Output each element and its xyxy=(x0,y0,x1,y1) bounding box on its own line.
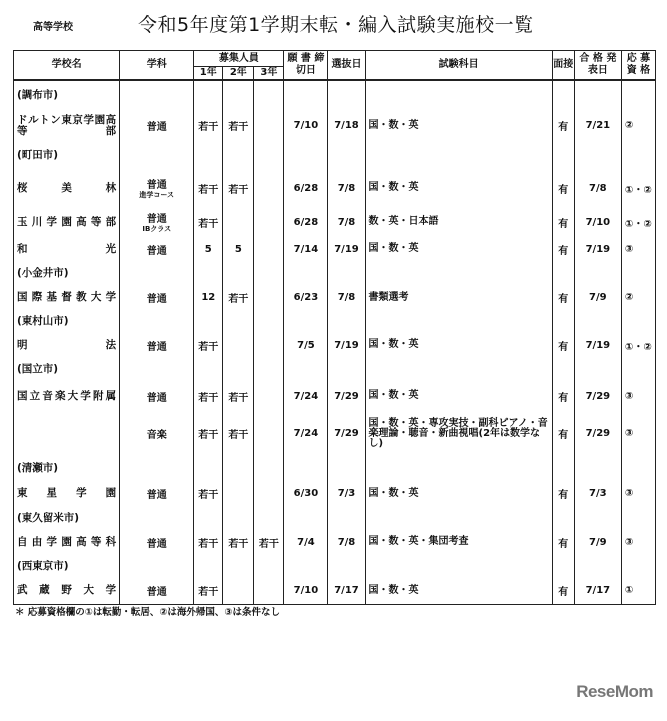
empty-cell xyxy=(552,554,574,578)
city-row xyxy=(14,80,656,110)
empty-cell xyxy=(328,506,365,530)
empty-cell xyxy=(254,506,284,530)
year2-count xyxy=(223,333,254,357)
exam-subjects: 数・英・日本語 xyxy=(365,207,552,237)
selection-date: 7/19 xyxy=(328,333,365,357)
header-recruit: 募集人員 xyxy=(194,51,284,67)
empty-cell xyxy=(574,554,621,578)
announcement-date: 7/19 xyxy=(574,333,621,357)
empty-cell xyxy=(621,357,655,381)
empty-cell xyxy=(621,554,655,578)
school-name xyxy=(14,411,120,456)
empty-cell xyxy=(284,310,328,333)
city-label: (小金井市) xyxy=(14,261,120,285)
selection-date: 7/8 xyxy=(328,530,365,554)
header-year3: 3年 xyxy=(254,67,284,81)
empty-cell xyxy=(574,141,621,169)
interview: 有 xyxy=(552,207,574,237)
year1-count: 若干 xyxy=(194,169,223,207)
empty-cell xyxy=(328,80,365,110)
school-name: 東星学園 xyxy=(14,481,120,506)
application-deadline: 7/24 xyxy=(284,381,328,411)
empty-cell xyxy=(574,506,621,530)
interview: 有 xyxy=(552,381,574,411)
empty-cell xyxy=(223,456,254,481)
announcement-date: 7/29 xyxy=(574,381,621,411)
course-name: 進学コース xyxy=(139,191,175,199)
department: 普通 xyxy=(120,333,194,357)
exam-subjects: 国・数・英 xyxy=(365,481,552,506)
school-name: 国立音楽大学附属 xyxy=(14,381,120,411)
empty-cell xyxy=(120,357,194,381)
empty-cell xyxy=(552,310,574,333)
application-deadline: 7/14 xyxy=(284,237,328,261)
announcement-date: 7/17 xyxy=(574,578,621,604)
empty-cell xyxy=(284,554,328,578)
table-row xyxy=(14,110,656,141)
announcement-date: 7/8 xyxy=(574,169,621,207)
empty-cell xyxy=(254,456,284,481)
city-label: (清瀬市) xyxy=(14,456,120,481)
empty-cell xyxy=(621,141,655,169)
year2-count xyxy=(223,578,254,604)
selection-date: 7/19 xyxy=(328,237,365,261)
header-subjects: 試験科目 xyxy=(365,51,552,81)
empty-cell xyxy=(284,506,328,530)
empty-cell xyxy=(254,357,284,381)
city-row xyxy=(14,506,656,530)
exam-schools-table xyxy=(13,50,656,605)
exam-subjects: 国・数・英 xyxy=(365,381,552,411)
empty-cell xyxy=(120,506,194,530)
department: 普通 xyxy=(120,530,194,554)
school-name: 和光 xyxy=(14,237,120,261)
department: 普通 xyxy=(120,110,194,141)
interview: 有 xyxy=(552,110,574,141)
announcement-date: 7/9 xyxy=(574,285,621,310)
announcement-date: 7/10 xyxy=(574,207,621,237)
qualification: ①・② xyxy=(621,207,655,237)
year3-count xyxy=(254,333,284,357)
empty-cell xyxy=(552,456,574,481)
city-label: (東久留米市) xyxy=(14,506,120,530)
empty-cell xyxy=(223,554,254,578)
school-name: 玉川学園高等部 xyxy=(14,207,120,237)
empty-cell xyxy=(574,261,621,285)
header-deadline: 願 書 締切日 xyxy=(284,51,328,81)
year3-count xyxy=(254,481,284,506)
application-deadline: 7/5 xyxy=(284,333,328,357)
empty-cell xyxy=(552,261,574,285)
empty-cell xyxy=(365,80,552,110)
city-row xyxy=(14,261,656,285)
year3-count xyxy=(254,578,284,604)
table-row xyxy=(14,207,656,237)
year1-count: 若干 xyxy=(194,481,223,506)
empty-cell xyxy=(284,80,328,110)
application-deadline: 6/30 xyxy=(284,481,328,506)
empty-cell xyxy=(194,456,223,481)
year1-count: 若干 xyxy=(194,207,223,237)
empty-cell xyxy=(328,310,365,333)
table-row xyxy=(14,169,656,207)
year1-count: 若干 xyxy=(194,110,223,141)
city-row xyxy=(14,554,656,578)
qualification: ① xyxy=(621,578,655,604)
year2-count xyxy=(223,207,254,237)
table-row xyxy=(14,237,656,261)
year3-count xyxy=(254,285,284,310)
year1-count: 若干 xyxy=(194,381,223,411)
empty-cell xyxy=(120,456,194,481)
year2-count: 5 xyxy=(223,237,254,261)
qualification: ③ xyxy=(621,411,655,456)
city-row xyxy=(14,141,656,169)
qualification: ③ xyxy=(621,381,655,411)
application-deadline: 7/10 xyxy=(284,110,328,141)
header-selection: 選抜日 xyxy=(328,51,365,81)
year1-count: 若干 xyxy=(194,411,223,456)
school-name: 自由学園高等科 xyxy=(14,530,120,554)
empty-cell xyxy=(223,261,254,285)
header-qualification: 応 募 資 格 xyxy=(621,51,655,81)
exam-subjects: 国・数・英・専攻実技・副科ピアノ・音楽理論・聴音・新曲視唱(2年は数学なし) xyxy=(365,411,552,456)
empty-cell xyxy=(365,554,552,578)
empty-cell xyxy=(120,80,194,110)
empty-cell xyxy=(365,456,552,481)
year2-count xyxy=(223,481,254,506)
city-row xyxy=(14,456,656,481)
city-label: (東村山市) xyxy=(14,310,120,333)
empty-cell xyxy=(328,357,365,381)
announcement-date: 7/29 xyxy=(574,411,621,456)
application-deadline: 7/24 xyxy=(284,411,328,456)
empty-cell xyxy=(574,357,621,381)
empty-cell xyxy=(120,310,194,333)
department: 普通 xyxy=(120,381,194,411)
table-row xyxy=(14,285,656,310)
department-name: 普通 xyxy=(146,180,167,191)
qualification: ①・② xyxy=(621,333,655,357)
year3-count xyxy=(254,207,284,237)
year2-count: 若干 xyxy=(223,169,254,207)
header-interview: 面接 xyxy=(552,51,574,81)
city-label: (国立市) xyxy=(14,357,120,381)
application-deadline: 6/23 xyxy=(284,285,328,310)
empty-cell xyxy=(194,357,223,381)
city-row xyxy=(14,310,656,333)
exam-subjects: 国・数・英 xyxy=(365,110,552,141)
department: 音楽 xyxy=(120,411,194,456)
school-name: 明法 xyxy=(14,333,120,357)
empty-cell xyxy=(574,456,621,481)
qualification: ③ xyxy=(621,237,655,261)
school-name: 桜美林 xyxy=(14,169,120,207)
empty-cell xyxy=(552,141,574,169)
empty-cell xyxy=(120,261,194,285)
empty-cell xyxy=(574,80,621,110)
department: 普通 xyxy=(120,578,194,604)
page-title: 令和5年度第1学期末転・編入試験実施校一覧 xyxy=(138,14,534,36)
table-row xyxy=(14,578,656,604)
interview: 有 xyxy=(552,169,574,207)
school-name: 国際基督教大学 xyxy=(14,285,120,310)
department-name: 普通 xyxy=(146,214,167,225)
qualification: ①・② xyxy=(621,169,655,207)
empty-cell xyxy=(621,310,655,333)
empty-cell xyxy=(365,357,552,381)
year2-count: 若干 xyxy=(223,530,254,554)
empty-cell xyxy=(194,554,223,578)
empty-cell xyxy=(621,506,655,530)
interview: 有 xyxy=(552,411,574,456)
header-year2: 2年 xyxy=(223,67,254,81)
announcement-date: 7/19 xyxy=(574,237,621,261)
empty-cell xyxy=(284,141,328,169)
empty-cell xyxy=(254,310,284,333)
year3-count: 若干 xyxy=(254,530,284,554)
empty-cell xyxy=(284,357,328,381)
interview: 有 xyxy=(552,481,574,506)
empty-cell xyxy=(552,80,574,110)
qualification: ② xyxy=(621,285,655,310)
table-row xyxy=(14,481,656,506)
table-row xyxy=(14,530,656,554)
empty-cell xyxy=(552,506,574,530)
year2-count: 若干 xyxy=(223,110,254,141)
empty-cell xyxy=(365,141,552,169)
exam-subjects: 国・数・英 xyxy=(365,333,552,357)
school-name: 武蔵野大学 xyxy=(14,578,120,604)
empty-cell xyxy=(223,141,254,169)
announcement-date: 7/9 xyxy=(574,530,621,554)
year1-count: 若干 xyxy=(194,578,223,604)
selection-date: 7/17 xyxy=(328,578,365,604)
empty-cell xyxy=(328,141,365,169)
year3-count xyxy=(254,110,284,141)
interview: 有 xyxy=(552,530,574,554)
empty-cell xyxy=(621,456,655,481)
qualification: ③ xyxy=(621,481,655,506)
empty-cell xyxy=(328,456,365,481)
empty-cell xyxy=(120,141,194,169)
footnote: ＊ 応募資格欄の①は転勤・転居、②は海外帰国、③は条件なし xyxy=(15,607,280,618)
empty-cell xyxy=(120,554,194,578)
selection-date: 7/8 xyxy=(328,207,365,237)
year2-count: 若干 xyxy=(223,285,254,310)
resemom-logo: ReseMom xyxy=(576,682,653,701)
application-deadline: 7/10 xyxy=(284,578,328,604)
header-year1: 1年 xyxy=(194,67,223,81)
selection-date: 7/3 xyxy=(328,481,365,506)
interview: 有 xyxy=(552,578,574,604)
selection-date: 7/29 xyxy=(328,381,365,411)
city-label: (調布市) xyxy=(14,80,120,110)
empty-cell xyxy=(194,141,223,169)
empty-cell xyxy=(284,261,328,285)
department: 普通 xyxy=(120,285,194,310)
empty-cell xyxy=(254,141,284,169)
selection-date: 7/8 xyxy=(328,169,365,207)
department: 普通 xyxy=(120,481,194,506)
qualification: ③ xyxy=(621,530,655,554)
school-name: ドルトン東京学園高等部 xyxy=(14,110,120,141)
department xyxy=(120,169,194,207)
empty-cell xyxy=(223,80,254,110)
interview: 有 xyxy=(552,237,574,261)
table-row xyxy=(14,381,656,411)
year1-count: 12 xyxy=(194,285,223,310)
announcement-date: 7/21 xyxy=(574,110,621,141)
application-deadline: 6/28 xyxy=(284,207,328,237)
empty-cell xyxy=(223,310,254,333)
empty-cell xyxy=(621,261,655,285)
exam-subjects: 国・数・英 xyxy=(365,578,552,604)
interview: 有 xyxy=(552,333,574,357)
empty-cell xyxy=(254,554,284,578)
empty-cell xyxy=(223,506,254,530)
year1-count: 若干 xyxy=(194,530,223,554)
empty-cell xyxy=(574,310,621,333)
table-row xyxy=(14,333,656,357)
empty-cell xyxy=(552,357,574,381)
empty-cell xyxy=(365,310,552,333)
empty-cell xyxy=(284,456,328,481)
exam-subjects: 国・数・英 xyxy=(365,169,552,207)
year2-count: 若干 xyxy=(223,381,254,411)
exam-subjects: 国・数・英 xyxy=(365,237,552,261)
application-deadline: 7/4 xyxy=(284,530,328,554)
empty-cell xyxy=(365,506,552,530)
course-name: IBクラス xyxy=(142,225,172,233)
city-row xyxy=(14,357,656,381)
year3-count xyxy=(254,169,284,207)
empty-cell xyxy=(194,261,223,285)
application-deadline: 6/28 xyxy=(284,169,328,207)
city-label: (町田市) xyxy=(14,141,120,169)
year2-count: 若干 xyxy=(223,411,254,456)
header-school: 学校名 xyxy=(14,51,120,81)
year1-count: 5 xyxy=(194,237,223,261)
selection-date: 7/18 xyxy=(328,110,365,141)
empty-cell xyxy=(194,80,223,110)
year3-count xyxy=(254,411,284,456)
table-row xyxy=(14,411,656,456)
exam-subjects: 書類選考 xyxy=(365,285,552,310)
announcement-date: 7/3 xyxy=(574,481,621,506)
empty-cell xyxy=(194,506,223,530)
empty-cell xyxy=(365,261,552,285)
empty-cell xyxy=(194,310,223,333)
header-announce: 合 格 発表日 xyxy=(574,51,621,81)
header-dept: 学科 xyxy=(120,51,194,81)
empty-cell xyxy=(223,357,254,381)
empty-cell xyxy=(328,261,365,285)
selection-date: 7/8 xyxy=(328,285,365,310)
year3-count xyxy=(254,381,284,411)
qualification: ② xyxy=(621,110,655,141)
school-type-label: 高等学校 xyxy=(33,22,73,33)
exam-subjects: 国・数・英・集団考査 xyxy=(365,530,552,554)
empty-cell xyxy=(254,80,284,110)
year1-count: 若干 xyxy=(194,333,223,357)
empty-cell xyxy=(328,554,365,578)
department: 普通 xyxy=(120,237,194,261)
city-label: (西東京市) xyxy=(14,554,120,578)
empty-cell xyxy=(254,261,284,285)
year3-count xyxy=(254,237,284,261)
department xyxy=(120,207,194,237)
selection-date: 7/29 xyxy=(328,411,365,456)
empty-cell xyxy=(621,80,655,110)
interview: 有 xyxy=(552,285,574,310)
